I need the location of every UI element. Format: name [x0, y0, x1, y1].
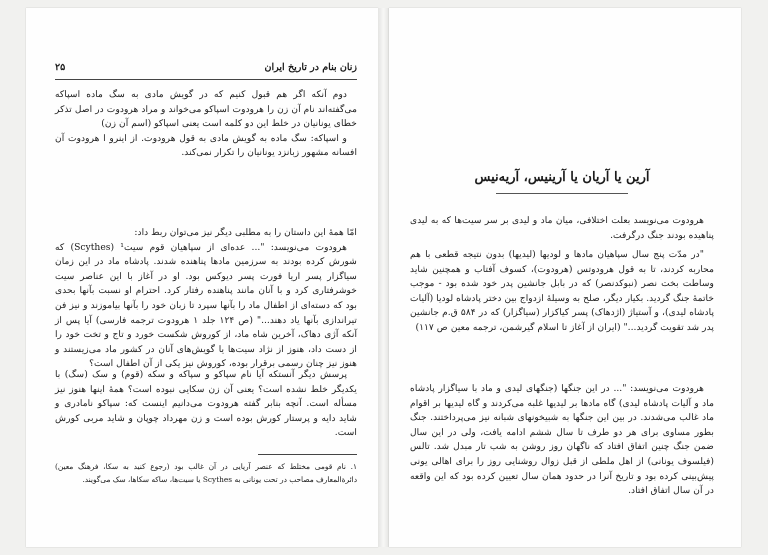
paragraph: امّا همهٔ این داستان را به مطلبی دیگر نیز می‌توان ربط داد:	[134, 227, 357, 238]
title-rule	[496, 193, 628, 194]
paragraph: و اسپاکه: سگ ماده به گویش مادی به قول هرودوت. از اینرو ا هرودوت آن افسانه مشهور زبانزد یونانیان را تکرار نمی‌کند.	[55, 132, 357, 159]
footnote-rule	[258, 454, 357, 455]
chapter-title: آرین یا آریان یا آرینیس، آریه‌نیس	[474, 170, 650, 185]
body-text-right-3	[410, 382, 714, 499]
running-header	[55, 62, 357, 73]
body-text-right-1	[410, 214, 714, 243]
footnote: ۱. نام قومی مختلط که عنصر آریایی در آن غالب بود (رجوع کنید به سکا، فرهنگ معین) دائرةالمعارف مصاحب در تحت یونانی به Scythes یا سیت‌ها، ساکه سکاها، سک می‌گویند.	[55, 462, 357, 484]
header-rule	[55, 79, 357, 80]
paragraph: هرودوت می‌نویسد بعلت اختلافی، میان ماد و لیدی بر سر سیت‌ها که به لیدی پناهیده بودند جنگ درگرفت.	[410, 215, 714, 241]
paragraph: هرودوت می‌نویسد: "... عده‌ای از سپاهیان قوم سیت¹ (Scythes) که شورش کرده بودند به سرزمین مادها پناهنده شدند. پادشاه ماد در این زمان سیاگزار پسر اریا فورت پسر دیوکس بود. او در آغاز با این عناصر سیت خوشرفتاری کرد و با آنان مانند پناهنده رفتار کرد. احترام او نسبت بآنها بحدی بود که دسته‌ای از اطفال ماد را بآنها سپرد تا زبان خود را بآنها بیاموزند و نیز فن تیراندازی بآنها یاد دهند..." (ص ۱۲۴ جلد ۱ هرودوت ترجمه فارسی) آیا پس از آنکه آژی دهاک، آخرین شاه ماد، از کوروش شکست خورد و تاج و تخت خود را از دست داد، هنوز از نژاد سیت‌ها یا گویش‌های آنان در کشور ماد می‌زیستند و هنوز نیز چنان رسمی برقرار بوده، کوروش نیز یکی از آن اطفال است؟	[55, 241, 357, 370]
quote-paragraph: "در مدّت پنج سال سپاهیان مادها و لودیها (لیدیها) بدون نتیجه قطعی با هم محاربه کردند، تا به قول هرودوتس (هرودوت)، کسوف آفتاب و همچنین شاید وساطت بخت نصر (نبوکدنصر) که در بابل جانشین پدر خود شده بود - موجب خاتمهٔ جنگ گردید. بکیار دیگر، صلح به وسیلهٔ ازدواج بین دختر پادشاه لودیا (آلیات پادشاه لیدی)، و آستیاژ (اژدهاک) پسر کیاکزار (سیاگزار) که در ۵۸۴ ق.م جانشین پدر شد تقویت گردید..." (ایران از آغاز تا اسلام گیرشمن، ترجمه معین ص ۱۱۷)	[410, 249, 714, 333]
paragraph: پرسش دیگر آنستکه آیا نام سپاکو و سپاکه و سکه (قوم) و سک (سگ) با یکدیگر خلط نشده است؟ یعنی آن زن سکایی نبوده است؟ همهٔ اینها هنوز نیز مسأله است. آنچه بنابر گفته هرودوت می‌دانیم اینست که: سپاکو نامادری و شاید دایه و پرستار کورش بوده است و زن مهرداد چوپان و شاید مربی کورش است.	[55, 369, 357, 439]
body-text-right-2	[410, 248, 714, 336]
body-text-left-1	[55, 88, 357, 161]
paragraph: دوم آنکه اگر هم قبول کنیم که در گویش مادی به سگ ماده اسپاکه می‌گفته‌اند نام آن زن را هرودوت اسپاکو می‌خواند و مراد هرودوت در اصل تذکر خطای یونانیان در خلط این دو کلمه است یعنی اسپاکو (اسم آن زن)	[55, 89, 357, 130]
running-title: زنان بنام در تاریخ ایران	[264, 62, 357, 73]
body-text-left-2	[55, 226, 357, 372]
body-text-left-3	[55, 368, 357, 441]
page-number: ۲۵	[55, 62, 66, 73]
paragraph: هرودوت می‌نویسد: "... در این جنگها (جنگهای لیدی و ماد با سیاگزار پادشاه ماد و آلیات پادشاه لیدی) گاه مادها بر لیدیها غلبه می‌کردند و گاه لیدیها بر اقوام ماد غالب می‌شدند. در بین این جنگها به شبیخونهای شبانه نیز می‌پرداختند. جنگ بطور مساوی برای هر دو طرف تا سال ششم ادامه یافت، ولی در این سال ضمن جنگ چنین اتفاق افتاد که ناگهان روز روشن به شب تار مبدل شد. تالس (فیلسوف یونانی) از اهل ملطی از قبل زوال روشنایی روز را برای اهالی یونی پیش‌بینی کرده بود و تاریخ آنرا در حدود همان سال تعیین کرده بود که این واقعه در آن سال اتفاق افتاد.	[410, 383, 714, 497]
book-gutter	[378, 8, 389, 547]
